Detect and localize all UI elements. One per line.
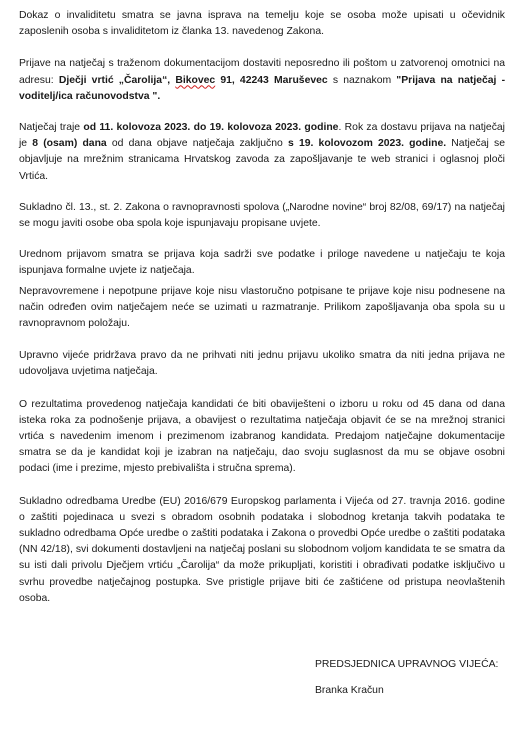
paragraph-board-rights: Upravno vijeće pridržava pravo da ne prihvati niti jednu prijavu ukoliko smatra da niti jedna prijava ne udovoljava uvjetima natječaja.	[19, 350, 505, 378]
competition-date-range: od 11. kolovoza 2023. do 19. kolovoza 2023. godine	[83, 122, 339, 134]
paragraph-valid-application: Urednom prijavom smatra se prijava koja sadrži sve podatke i priloge navedene u natječaju te koja ispunjava formalne uvjete iz natječaja.	[19, 249, 505, 277]
paragraph-application-delivery	[19, 56, 505, 105]
paragraph-duration: Natječaj traje od 11. kolovoza 2023. do 19. kolovoza 2023. godine. Rok za dostavu prijava na natječaj je 8 (osam) dana od dana objave natječaja zaključno s 19. kolovozom 2023. godine. Natječaj se objavljuje na mrežnim stranicama Hrvatskog zavoda za zapošljavanje te web stranici i oglasnoj ploči Vrtića.	[19, 122, 505, 182]
document-body	[19, 8, 505, 607]
paragraph-invalid-application: Nepravovremene i nepotpune prijave koje nisu vlastoručno potpisane te prijave koje nisu podnesene na način određen ovim natječajem neće se uzimati u razmatranje. Prilikom zapošljavanja oba spola su u ravnopravnom položaju.	[19, 285, 505, 330]
paragraph-disability-proof: Dokaz o invaliditetu smatra se javna isprava na temelju koje se osoba može upisati u očevidnik zaposlenih osoba s invaliditetom iz članka 13. navedenog Zakona.	[19, 10, 505, 38]
paragraph-gender-equality: Sukladno čl. 13., st. 2. Zakona o ravnopravnosti spolova („Narodne novine“ broj 82/08, 69/17) na natječaj se mogu javiti osobe oba spola koje ispunjavaju propisane uvjete.	[19, 201, 505, 230]
paragraph-results-notice: O rezultatima provedenog natječaja kandidati će biti obaviješteni o izboru u roku od 45 dana od dana isteka roka za podnošenje prijava, a obavijest o rezultatima natječaja objavit će se na mrežnoj stranici vrtića s navedenim imenom i prezimenom izabranog kandidata. Predajom natječajne dokumentacije smatra se da je kandidat koji je izabran na natječaju, dao svoju suglasnost da mu se objave osobni podaci (ime i prezime, mjesto prebivališta i stručna sprema).	[19, 398, 505, 475]
envelope-label: "Prijava na natječaj - voditelj/ica računovodstva ".	[19, 74, 506, 102]
spellcheck-flagged-word: Bikovec	[175, 74, 216, 86]
submission-deadline: s 19. kolovozom 2023. godine.	[287, 138, 447, 150]
kindergarten-address: Dječji vrtić „Čarolija“, Bikovec 91, 42243 Maruševec	[58, 74, 328, 86]
signature-name: Branka Kračun	[315, 685, 384, 696]
delivery-text: Prijave na natječaj s traženom dokumentacijom dostaviti neposredno ili poštom u zatvorenoj omotnici na adresu:	[19, 58, 505, 86]
signature-title: PREDSJEDNICA UPRAVNOG VIJEĆA:	[315, 659, 499, 670]
delivery-text-note: s naznakom	[327, 74, 397, 86]
paragraph-data-protection: Sukladno odredbama Uredbe (EU) 2016/679 Europskog parlamenta i Vijeća od 27. travnja 2016. godine o zaštiti pojedinaca u svezi s obradom osobnih podataka i slobodnog kretanja takvih podataka te sukladno odredbama Opće uredbe o zaštiti podataka i Zakona o provedbi Opće uredbe o zaštiti podataka (NN 42/18), svi dokumenti dostavljeni na natječaj poslani su slobodnom voljom kandidata te se smatra da su isti dali privolu Dječjem vrtiću „Čarolija“ da može prikupljati, koristiti i obrađivati podatke isključivo u svrhu provedbe natječajnog postupka. Sve pristigle prijave biti će zaštićene od pristupa neovlaštenih osoba.	[19, 495, 505, 604]
submission-duration: 8 (osam) dana	[32, 138, 107, 150]
